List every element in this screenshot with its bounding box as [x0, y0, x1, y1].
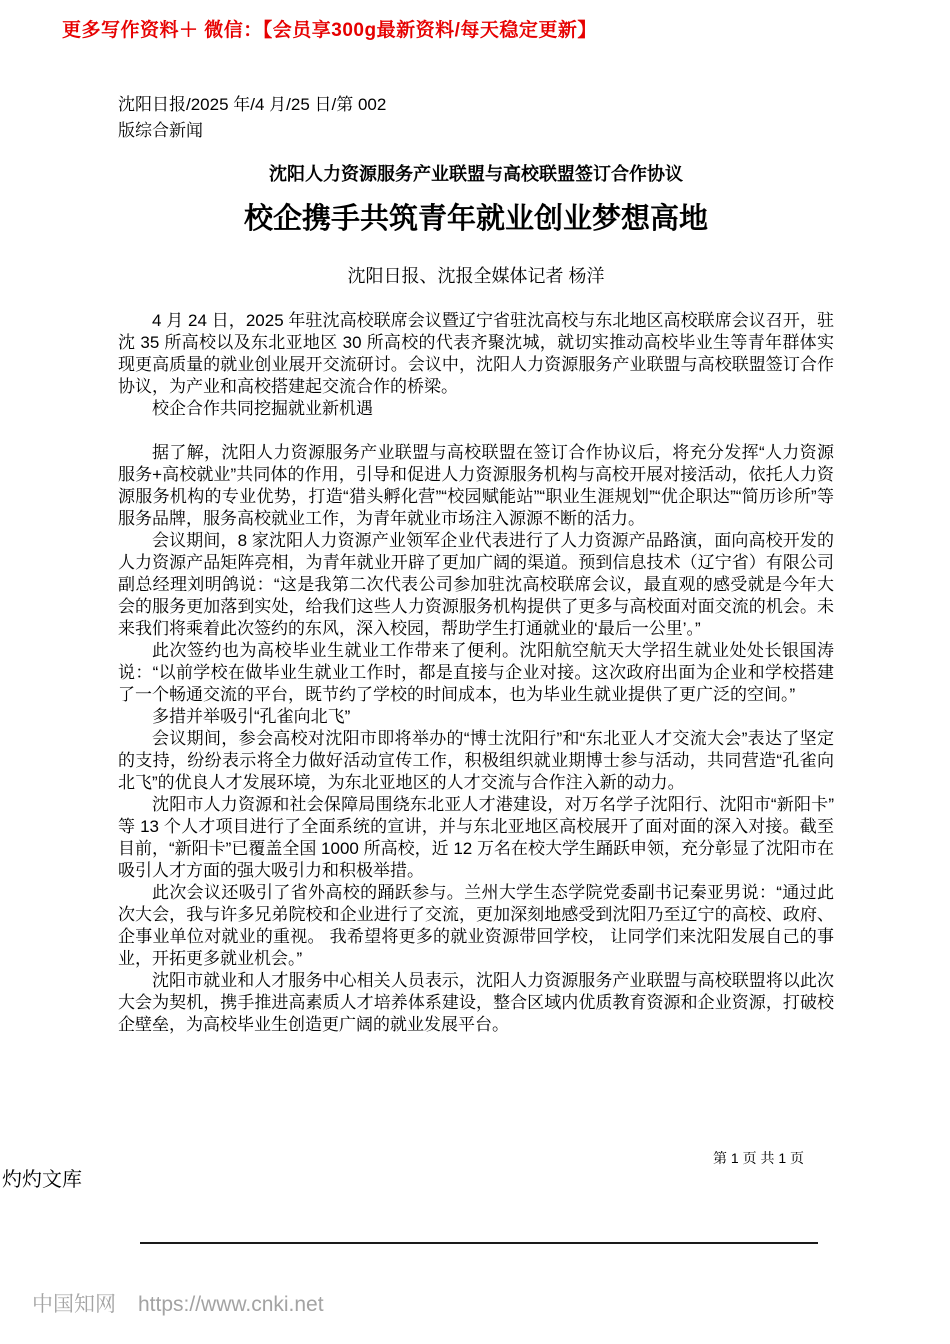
paragraph: 据了解，沈阳人力资源服务产业联盟与高校联盟在签订合作协议后，将充分发挥“人力资源服务+高校就业”共同体的作用，引导和促进人力资源服务机构与高校开展对接活动，依托人力资源服务机构的专业优势，打造“猎头孵化营”“校园赋能站”“职业生涯规划”“优企职达”“简历诊所”等服务品牌，服务高校就业工作，为青年就业市场注入源源不断的活力。: [118, 443, 834, 528]
paragraph: 会议期间，参会高校对沈阳市即将举办的“博士沈阳行”和“东北亚人才交流大会”表达了坚定的支持，纷纷表示将全力做好活动宣传工作，积极组织就业期博士参与活动，共同营造“孔雀向北飞”的优良人才发展环境，为东北亚地区的人才交流与合作注入新的动力。: [118, 729, 834, 792]
paragraph: 此次签约也为高校毕业生就业工作带来了便利。沈阳航空航天大学招生就业处处长银国涛说：“以前学校在做毕业生就业工作时，都是直接与企业对接。这次政府出面为企业和学校搭建了一个畅通交流的平台，既节约了学校的时间成本，也为毕业生就业提供了更广泛的空间。”: [118, 641, 834, 704]
promo-banner-text: 更多写作资料＋ 微信：【会员享300g最新资料/每天稳定更新】: [62, 20, 597, 41]
paragraph: 4 月 24 日，2025 年驻沈高校联席会议暨辽宁省驻沈高校与东北地区高校联席会议召开，驻沈 35 所高校以及东北亚地区 30 所高校的代表齐聚沈城，就切实推动高校毕业生等青年群体实现更高质量的就业创业展开交流研讨。会议中，沈阳人力资源服务产业联盟与高校联盟签订合作协议，为产业和高校搭建起交流合作的桥梁。: [118, 311, 834, 396]
article-paragraphs: [118, 310, 834, 1036]
paragraph: 此次会议还吸引了省外高校的踊跃参与。兰州大学生态学院党委副书记秦亚男说：“通过此次大会，我与许多兄弟院校和企业进行了交流，更加深刻地感受到沈阳乃至辽宁的高校、政府、企事业单位对就业的重视。 我希望将更多的就业资源带回学校， 让同学们来沈阳发展自己的事业，开拓更多就业机会。”: [118, 883, 834, 968]
article-title: 校企携手共筑青年就业创业梦想高地: [243, 203, 708, 235]
source-citation-line2: 版综合新闻: [118, 121, 203, 140]
paragraph: 会议期间，8 家沈阳人力资源产业领军企业代表进行了人力资源产品路演，面向高校开发的人力资源产品矩阵亮相，为青年就业开辟了更加广阔的渠道。预到信息技术（辽宁省）有限公司副总经理刘明鸽说：“这是我第二次代表公司参加驻沈高校联席会议，最直观的感受就是今年大会的服务更加落到实处，给我们这些人力资源服务机构提供了更多与高校面对面交流的机会。未来我们将乘着此次签约的东风，深入校园，帮助学生打通就业的‘最后一公里’。”: [118, 531, 834, 638]
article-subtitle: 沈阳人力资源服务产业联盟与高校联盟签订合作协议: [269, 164, 683, 184]
article-body: [118, 92, 834, 1036]
paragraph: 沈阳市人力资源和社会保障局围绕东北亚人才港建设，对万名学子沈阳行、沈阳市“新阳卡”等 13 个人才项目进行了全面系统的宣讲，并与东北亚地区高校展开了面对面的深入对接。截至目前，“新阳卡”已覆盖全国 1000 所高校，近 12 万名在校大学生踊跃申领，充分彰显了沈阳市在吸引人才方面的强大吸引力和积极举措。: [118, 795, 834, 880]
cnki-watermark: [32, 1288, 324, 1318]
page-indicator: 第 1 页 共 1 页: [713, 1150, 805, 1166]
section-heading: 校企合作共同挖掘就业新机遇: [152, 399, 373, 418]
cnki-site-name: 中国知网: [32, 1293, 116, 1316]
section-heading: 多措并举吸引“孔雀向北飞”: [152, 707, 351, 726]
article-byline: 沈阳日报、沈报全媒体记者 杨洋: [347, 266, 605, 286]
page-divider-line: [140, 1242, 818, 1244]
paragraph: 沈阳市就业和人才服务中心相关人员表示，沈阳人力资源服务产业联盟与高校联盟将以此次大会为契机，携手推进高素质人才培养体系建设，整合区域内优质教育资源和企业资源，打破校企壁垒，为高校毕业生创造更广阔的就业发展平台。: [118, 971, 834, 1034]
cnki-site-url: https://www.cnki.net: [138, 1293, 324, 1316]
library-label: 灼灼文库: [2, 1169, 82, 1191]
source-citation-line1: 沈阳日报/2025 年/4 月/25 日/第 002: [118, 95, 387, 114]
